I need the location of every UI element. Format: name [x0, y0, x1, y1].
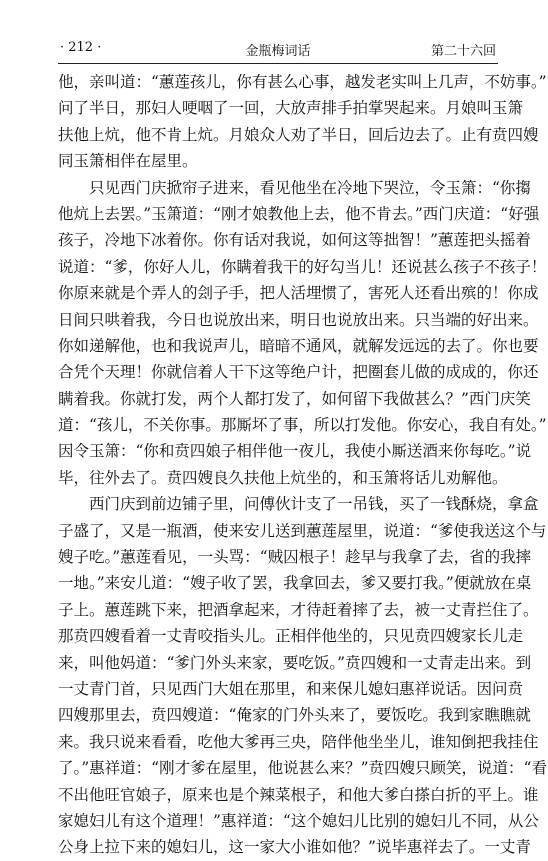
text-line: 你如递解他，也和我说声儿，暗暗不通风，就解发远远的去了。你也要	[58, 336, 539, 355]
text-line: 那贲四嫂看着一丈青咬指头儿。正相伴他坐的，只见贲四嫂家长儿走	[58, 627, 524, 646]
header-rule	[58, 63, 498, 64]
book-title: 金瓶梅词话	[245, 44, 311, 59]
text-line: 毕，往外去了。贲四嫂良久扶他上炕坐的，和玉箫将话儿劝解他。	[58, 468, 508, 487]
text-line: 同玉箫相伴在屋里。	[58, 152, 198, 171]
page-number: · 212 ·	[60, 40, 102, 55]
text-line: 合凭个天理！你就信着人干下这等绝户计，把圈套儿做的成成的，你还	[58, 363, 539, 382]
text-line: 家媳妇儿有这个道理！”惠祥道：“这个媳妇儿比别的媳妇儿不同，从公	[58, 811, 539, 830]
text-line: 他，亲叫道：“蕙莲孩儿，你有甚么心事，越发老实叫上几声，不妨事。”	[58, 73, 547, 91]
text-line: 西门庆到前边铺子里，问傅伙计支了一吊钱，买了一钱酥烧，拿盒	[89, 495, 539, 514]
body-text	[58, 69, 547, 861]
text-line: 扶他上炕，他不肯上炕。月娘众人劝了半日，回后边去了。止有贲四嫂	[58, 125, 539, 144]
chapter-title: 第二十六回	[430, 44, 496, 59]
text-line: 你原来就是个弄人的刽子手，把人活埋惯了，害死人还看出殡的！你成	[58, 284, 539, 303]
text-line: 日间只哄着我，今日也说放出来，明日也说放出来。只当端的好出来。	[58, 310, 539, 329]
text-line: 他炕上去罢。”玉箫道：“刚才娘教他上去，他不肯去。”西门庆道：“好强	[58, 204, 540, 223]
running-header	[60, 38, 496, 58]
text-line: 因令玉箫：“你和贲四娘子相伴他一夜儿，我使小厮送酒来你每吃。”说	[58, 442, 532, 461]
text-line: 问了半日，那妇人哽咽了一回，大放声排手拍掌哭起来。月娘叫玉箫	[58, 99, 524, 118]
text-line: 瞒着我。你就打发，两个人都打发了，如何留下我做甚么？”西门庆笑	[58, 389, 531, 408]
text-line: 来，叫他妈道：“爹门外头来家，要吃饭。”贲四嫂和一丈青走出来。到	[58, 653, 532, 672]
text-line: 只见西门庆掀帘子进来，看见他坐在冷地下哭泣，令玉箫：“你搊	[89, 178, 531, 197]
text-line: 公身上拉下来的媳妇儿，这一家大小谁如他？”说毕惠祥去了。一丈青	[58, 838, 531, 857]
text-line: 道：“孩儿，不关你事。那厮坏了事，所以打发他。你安心，我自有处。”	[58, 416, 547, 435]
text-line: 说道：“爹，你好人儿，你瞒着我干的好勾当儿！还说甚么孩子不孩子！	[58, 257, 547, 276]
text-line: 子上。蕙莲跳下来，把酒拿起来，才待赶着摔了去，被一丈青拦住了。	[58, 600, 539, 619]
text-line: 一地。”来安儿道：“嫂子收了罢，我拿回去，爹又要打我。”便就放在桌	[58, 574, 532, 593]
text-line: 来。我只说来看看，吃他大爹再三央，陪伴他坐坐儿，谁知倒把我挂住	[58, 732, 539, 751]
text-line: 了。”惠祥道：“刚才爹在屋里，他说甚么来？”贲四嫂只顾笑，说道：“看	[58, 759, 547, 778]
text-line: 嫂子吃。”蕙莲看见，一头骂：“贼囚根子！趁早与我拿了去，省的我摔	[58, 548, 532, 567]
text-line: 一丈青门首，只见西门大姐在那里，和来保儿媳妇惠祥说话。因问贲	[58, 679, 524, 698]
text-line: 孩子，冷地下冰着你。你有话对我说，如何这等拙智！”蕙莲把头摇着	[58, 231, 531, 250]
text-line: 子盛了，又是一瓶酒，使来安儿送到蕙莲屋里，说道：“爹使我送这个与	[58, 521, 547, 540]
text-line: 不出他旺官娘子，原来也是个辣菜根子，和他大爹白搽白折的平上。谁	[58, 785, 539, 804]
text-line: 四嫂那里去，贲四嫂道：“俺家的门外头来了，要饭吃。我到家瞧瞧就	[58, 706, 531, 725]
